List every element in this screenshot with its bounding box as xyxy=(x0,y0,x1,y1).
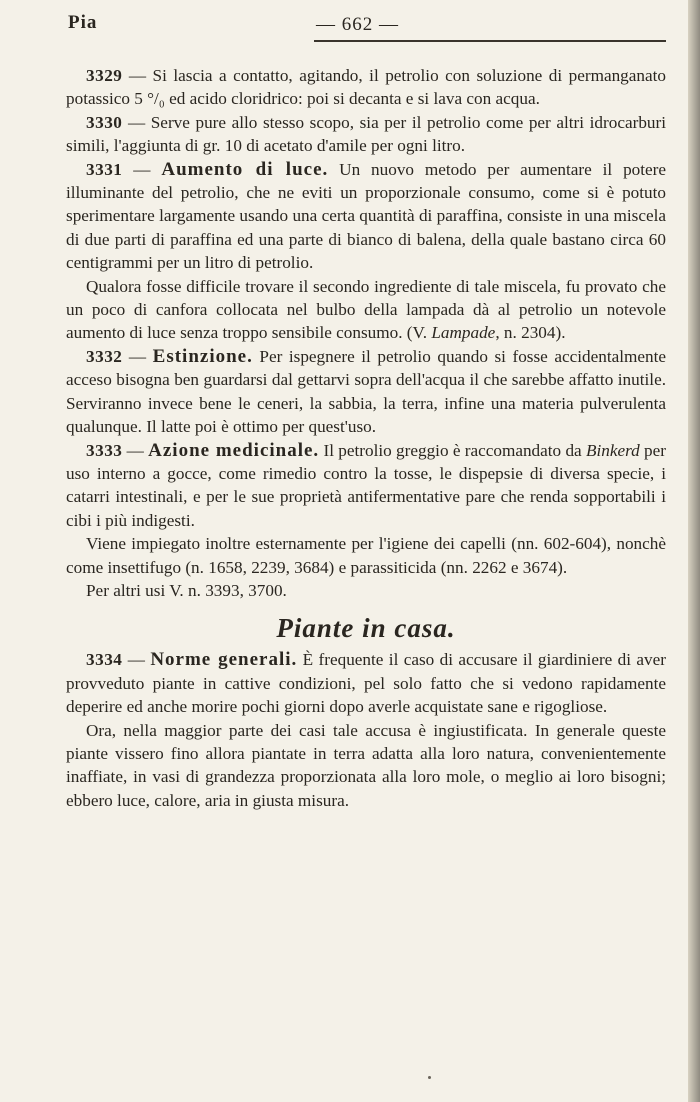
page-number: — 662 — xyxy=(316,14,399,35)
entry-topic: Norme generali. xyxy=(150,649,298,671)
section-heading: Piante in casa. xyxy=(276,613,456,644)
entry-dash: — xyxy=(122,159,162,179)
entry-text: Qualora fosse difficile trovare il secondo ingrediente di tale miscela, fu provato che un poco di canfora collocata nel bulbo della lampada dà al petrolio un notevole aumento di luce senza troppo sensibile consumo. (V. xyxy=(66,276,666,343)
entry-dash: — xyxy=(122,112,151,132)
entry-number: 3333 xyxy=(86,440,123,460)
book-page xyxy=(66,6,666,812)
entry-text: Un nuovo metodo per aumentare il potere illuminante del petrolio, che ne eviti un proporzionale consumo, come si è potuto sperimentare largamente usando una certa quantità di paraffina, consiste in una miscela di due parti di paraffina ed una parte di bianco di balena, della quale bastano circa 60 centigrammi per un litro di petrolio. xyxy=(66,159,667,273)
running-head xyxy=(66,6,666,38)
entry-dash: — xyxy=(122,346,153,366)
entry-dash: — xyxy=(122,650,151,670)
entry-text: Viene impiegato inoltre esternamente per l'igiene dei capelli (nn. 602-604), nonchè come insettifugo (n. 1658, 2239, 3684) e parassiticida (nn. 2262 e 3674). xyxy=(66,534,666,577)
cross-reference-italic: Lampade xyxy=(431,323,496,343)
paper-speck xyxy=(428,1076,431,1079)
paragraph-3331 xyxy=(66,158,666,275)
author-name-italic: Binkerd xyxy=(585,440,640,460)
page-body xyxy=(66,64,666,812)
entry-text: Per altri usi V. n. 3393, 3700. xyxy=(86,580,287,600)
running-head-title: Pia xyxy=(68,12,98,33)
paragraph-3329 xyxy=(66,64,666,111)
entry-text: Per ispegnere il petrolio quando si fosse accidentalmente acceso bisogna ben guardarsi dal gettarvi sopra dell'acqua il che sarebbe affatto inutile. Serviranno invece bene le ceneri, la sabbia, la terra, infine una materia pulverulenta qualunque. Il latte poi è ottimo per quest'uso. xyxy=(66,346,667,437)
entry-dash: — xyxy=(122,66,153,85)
paragraph-canfora xyxy=(66,275,666,345)
entry-text-after: per uso interno a gocce, come rimedio contro la tosse, le dispepsie di diversa specie, i catarri intestinali, e per le sue proprietà antifermentative pare che renda sopportabili i cibi i più indigesti. xyxy=(66,440,666,530)
entry-text: Serve pure allo stesso scopo, sia per il petrolio come per altri idrocarburi simili, l'aggiunta di gr. 10 di acetato d'amile per ogni litro. xyxy=(66,112,666,156)
paragraph-altri-usi xyxy=(66,579,666,602)
entry-number: 3331 xyxy=(86,159,123,179)
entry-topic: Azione medicinale. xyxy=(148,439,320,461)
entry-topic: Estinzione. xyxy=(152,345,253,367)
paragraph-3330 xyxy=(66,111,666,158)
paragraph-3332 xyxy=(66,345,666,439)
page-edge xyxy=(688,0,700,1102)
entry-dash: — xyxy=(122,440,149,460)
header-rule xyxy=(314,40,666,42)
paragraph-ora xyxy=(66,719,666,813)
entry-text: Ora, nella maggior parte dei casi tale accusa è ingiustificata. In generale queste piante vissero fino allora piantate in terra adatta alla loro natura, convenientemente inaffiate, in vasi di grandezza proporzionata alla loro mole, o meglio ai loro bisogni; ebbero luce, calore, aria in giusta misura. xyxy=(66,720,666,810)
paragraph-3333 xyxy=(66,439,666,533)
entry-number: 3330 xyxy=(86,112,123,132)
entry-number: 3332 xyxy=(86,346,123,366)
entry-text: Il petrolio greggio è raccomandato da xyxy=(319,440,586,460)
paragraph-uso-esterno xyxy=(66,532,666,579)
entry-text-after: , n. 2304). xyxy=(495,323,566,343)
entry-number: 3329 xyxy=(86,66,123,85)
entry-text: È frequente il caso di accusare il giardiniere di aver provveduto piante in cattive condizioni, pel solo fatto che si vedono rapidamente deperire ed anche morire pochi giorni dopo averle acquistate sane e rigogliose. xyxy=(66,650,667,717)
entry-text: Si lascia a contatto, agitando, il petrolio con soluzione di permanganato potassico 5 °/₀ ed acido cloridrico: poi si decanta e si lava con acqua. xyxy=(66,66,666,109)
entry-number: 3334 xyxy=(86,650,123,670)
entry-topic: Aumento di luce. xyxy=(161,158,329,180)
paragraph-3334 xyxy=(66,648,666,718)
